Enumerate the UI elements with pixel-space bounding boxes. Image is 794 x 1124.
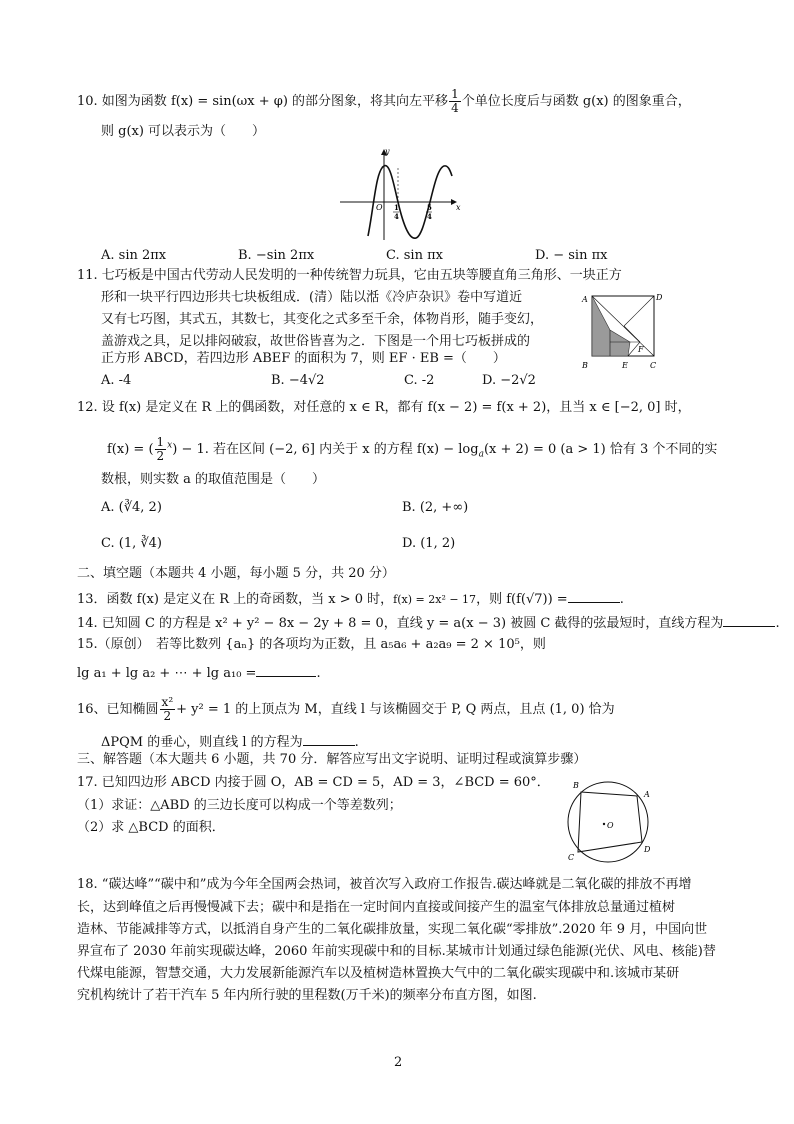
q14-answer-blank[interactable]	[723, 614, 775, 627]
q11-option-c: C. -2	[404, 373, 435, 388]
q17-label-o: O	[607, 821, 614, 830]
q17-line1: 17. 已知四边形 ABCD 内接于圆 O，AB = CD = 5，AD = 3，∠BCD = 60°．	[77, 775, 550, 790]
q16-line2: ΔPQM 的垂心，则直线 l 的方程为 .	[101, 735, 359, 750]
q10-option-b: B. −sin 2πx	[238, 248, 315, 263]
q10-tick1-num: 1	[394, 203, 399, 212]
q10-y-label: y	[385, 147, 390, 156]
q10-option-d: D. − sin πx	[535, 248, 608, 263]
q15-line1: 15.（原创） 若等比数列 {aₙ} 的各项均为正数，且 a₅a₆ + a₂a₉ = 2 × 10⁵，则	[77, 637, 546, 652]
q16-answer-blank[interactable]	[303, 733, 355, 746]
q15-line2: lg a₁ + lg a₂ + ⋯ + lg a₁₀ = .	[77, 666, 321, 681]
q15-answer-blank[interactable]	[256, 664, 316, 677]
q18-line6: 究机构统计了若干汽车 5 年内所行驶的里程数(万千米)的频率分布直方图，如图.	[77, 988, 537, 1003]
q17-part2: （2）求 △BCD 的面积．	[77, 820, 225, 835]
q11-label-b: B	[582, 361, 588, 370]
q11-line4: 盖游戏之具，足以排闷破寂，故世俗皆喜为之．下图是一个用七巧板拼成的	[101, 334, 531, 349]
q14: 14. 已知圆 C 的方程是 x² + y² − 8x − 2y + 8 = 0，直线 y = a(x − 3) 被圆 C 截得的弦最短时，直线方程为 .	[77, 616, 780, 631]
page-number: 2	[394, 1055, 403, 1070]
q17-label-b: B	[573, 781, 579, 790]
q11-option-d: D. −2√2	[482, 373, 536, 388]
q11-tangram-figure	[580, 290, 666, 372]
q11-line5: 正方形 ABCD，若四边形 ABEF 的面积为 7，则 EF · EB =（ ）	[101, 351, 506, 366]
q17-circle-figure	[556, 776, 660, 866]
q11-label-d: D	[656, 293, 663, 302]
q10-x-label: x	[456, 203, 461, 212]
q12-option-a: A. (∛4, 2)	[101, 500, 162, 515]
q18-line1: 18. “碳达峰”“碳中和”成为今年全国两会热词，被首次写入政府工作报告.碳达峰就是二氧化碳的排放不再增	[77, 877, 692, 892]
q17-part1: （1）求证：△ABD 的三边长度可以构成一个等差数列；	[77, 798, 402, 813]
q18-line2: 长，达到峰值之后再慢慢减下去；碳中和是指在一定时间内直接或间接产生的温室气体排放总量通过植树	[77, 900, 676, 915]
q13: 13．函数 f(x) 是定义在 R 上的奇函数，当 x > 0 时，f(x) = 2x² − 17，则 f(f(√7)) = .	[77, 592, 624, 607]
q11-line2: 形和一块平行四边形共七块板组成．(清）陆以湉《冷庐杂识》卷中写道近	[101, 290, 523, 305]
q11-label-f: F	[638, 345, 644, 354]
q10-tick2-num: 5	[427, 203, 432, 212]
q18-line3: 造林、节能减排等方式，以抵消自身产生的二氧化碳排放量，实现二氧化碳“零排放”.2020 年 9 月，中国向世	[77, 922, 708, 937]
q12-option-d: D. (1, 2)	[402, 536, 456, 551]
q11-line3: 又有七巧图，其式五，其数七，其变化之式多至千余，体物肖形，随手变幻，	[101, 312, 544, 327]
section-3-heading: 三、解答题（本大题共 6 小题，共 70 分．解答应写出文字说明、证明过程或演算步骤）	[77, 752, 587, 767]
q12-half-fraction: $\frac{1}{2}$	[156, 435, 165, 463]
q11-option-a: A. -4	[101, 373, 132, 388]
q17-label-d: D	[644, 845, 651, 854]
q17-label-a: A	[644, 790, 650, 799]
q13-answer-blank[interactable]	[568, 590, 620, 603]
q10-stem: 10. 如图为函数 f(x) = sin(ωx + φ) 的部分图象，将其向左平移 $\frac{1}{4}$ 个单位长度后与函数 g(x) 的图象重合，	[77, 87, 691, 115]
q10-tick1-den: 4	[394, 212, 399, 221]
q12-line1: 12. 设 f(x) 是定义在 R 上的偶函数，对任意的 x ∈ R，都有 f(x − 2) = f(x + 2)，且当 x ∈ [−2, 0] 时，	[77, 400, 691, 415]
q18-line4: 界宣布了 2030 年前实现碳达峰，2060 年前实现碳中和的目标.某城市计划通过绿色能源(光伏、风电、核能)替	[77, 944, 716, 959]
q17-label-c: C	[568, 853, 575, 862]
q16-ellipse-fraction: $\frac{\text{x²}}{2}$	[161, 695, 174, 723]
q12-line3: 数根，则实数 a 的取值范围是（ ）	[101, 472, 326, 487]
q12-option-c: C. (1, ∛4)	[101, 536, 162, 551]
q10-tick2-den: 4	[427, 212, 432, 221]
q10-fraction: $\frac{1}{4}$	[451, 87, 459, 115]
q16-line1: 16、已知椭圆 $\frac{\text{x²}}{2}$ + y² = 1 的上顶点为 M，直线 l 与该椭圆交于 P, Q 两点，且点 (1, 0) 恰为	[77, 695, 615, 723]
section-2-heading: 二、填空题（本题共 4 小题，每小题 5 分，共 20 分）	[77, 566, 395, 581]
q18-line5: 代煤电能源，智慧交通，大力发展新能源汽车以及植树造林置换大气中的二氧化碳实现碳中和.该城市某研	[77, 966, 680, 981]
q10-origin: O	[376, 203, 383, 212]
q12-line2: f(x) = ( $\frac{1}{2}$ $^x$) − 1. 若在区间 (−2, 6] 内关于 x 的方程 $f(x) - \log_a(x + 2) = 0$ (a > 1) 恰有 3 个不同的实	[107, 435, 718, 463]
q10-sine-graph	[338, 146, 464, 242]
q11-label-a: A	[582, 295, 588, 304]
q11-option-b: B. −4√2	[271, 373, 325, 388]
q10-option-a: A. sin 2πx	[101, 248, 167, 263]
q10-option-c: C. sin πx	[386, 248, 443, 263]
q11-label-e: E	[622, 361, 628, 370]
q11-label-c: C	[650, 361, 657, 370]
q11-line1: 11. 七巧板是中国古代劳动人民发明的一种传统智力玩具，它由五块等腰直角三角形、一块正方	[77, 268, 622, 283]
q12-option-b: B. (2, +∞)	[402, 500, 469, 515]
q10-stem-line2: 则 g(x) 可以表示为（ ）	[101, 124, 266, 139]
